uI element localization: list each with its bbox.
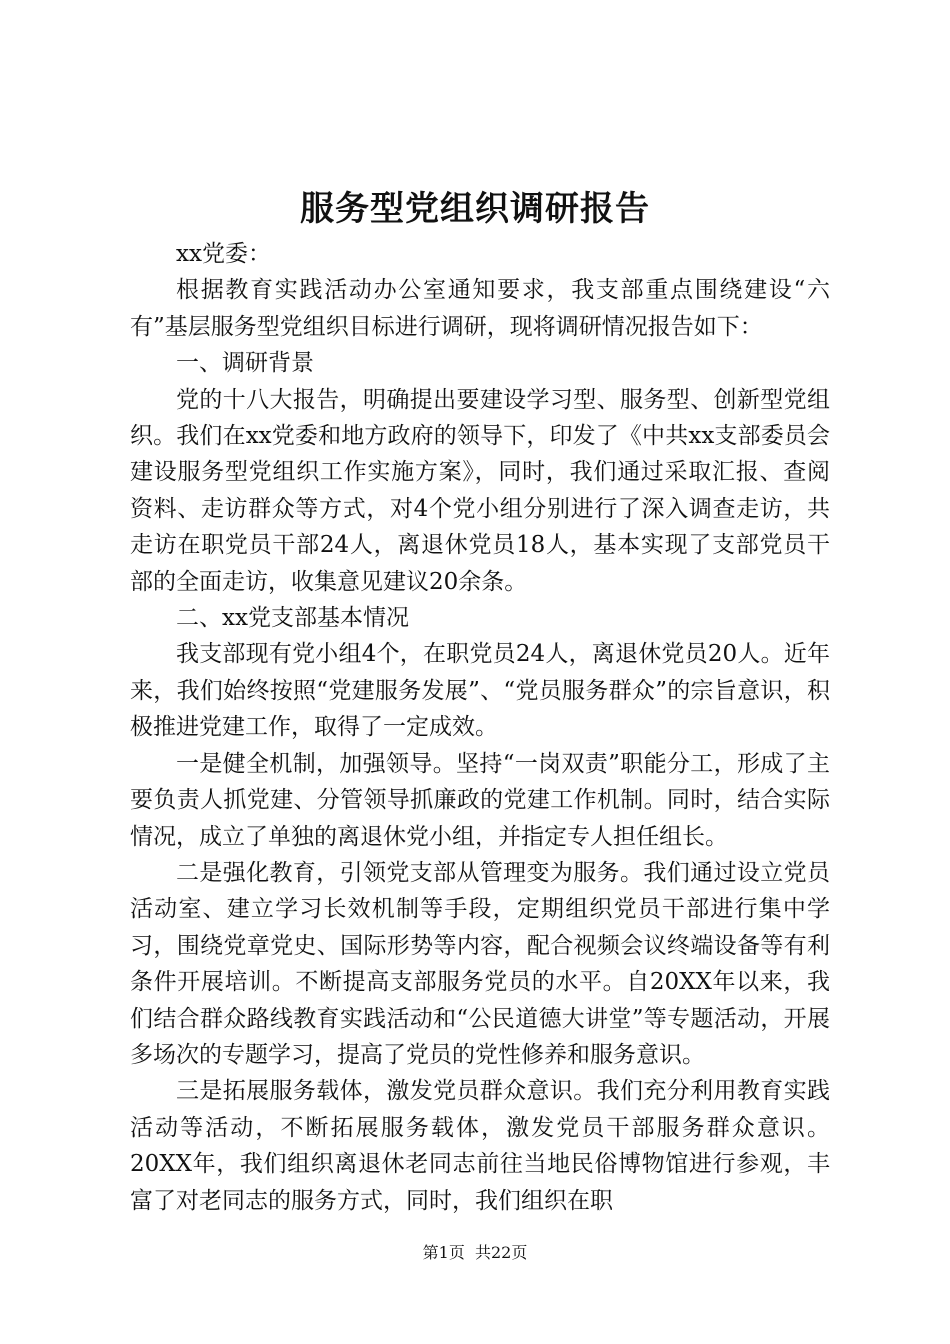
salutation: xx党委：: [176, 241, 271, 267]
intro-paragraph: 根据教育实践活动办公室通知要求，我支部重点围绕建设“六有”基层服务型党组织目标进行调研，现将调研情况报告如下：: [130, 277, 830, 340]
point-three-paragraph: 三是拓展服务载体，激发党员群众意识。我们充分利用教育实践活动等活动，不断拓展服务载体，激发党员干部服务群众意识。20XX年，我们组织离退休老同志前往当地民俗博物馆进行参观，丰富了对老同志的服务方式，同时，我们组织在职: [130, 1078, 830, 1214]
section-heading-basic-info: 二、xx党支部基本情况: [176, 605, 409, 632]
point-one-paragraph: 一是健全机制，加强领导。坚持“一岗双责”职能分工，形成了主要负责人抓党建、分管领导抓廉政的党建工作机制。同时，结合实际情况，成立了单独的离退休党小组，并指定专人担任组长。: [130, 750, 830, 850]
page-footer: [0, 1242, 950, 1264]
point-two-paragraph: 二是强化教育，引领党支部从管理变为服务。我们通过设立党员活动室、建立学习长效机制等手段，定期组织党员干部进行集中学习，围绕党章党史、国际形势等内容，配合视频会议终端设备等有利条件开展培训。不断提高支部服务党员的水平。自20XX年以来，我们结合群众路线教育实践活动和“公民道德大讲堂”等专题活动，开展多场次的专题学习，提高了党员的党性修养和服务意识。: [130, 859, 830, 1068]
section-heading-background: 一、调研背景: [176, 350, 314, 377]
page-number: 第1页 共22页: [422, 1243, 528, 1262]
page-title: 服务型党组织调研报告: [300, 189, 650, 229]
document-body: [130, 236, 830, 1219]
background-paragraph: 党的十八大报告，明确提出要建设学习型、服务型、创新型党组织。我们在xx党委和地方政府的领导下，印发了《中共xx支部委员会建设服务型党组织工作实施方案》，同时，我们通过采取汇报、查阅资料、走访群众等方式，对4个党小组分别进行了深入调查走访，共走访在职党员干部24人，离退休党员18人，基本实现了支部党员干部的全面走访，收集意见建议20余条。: [130, 386, 830, 595]
basic-info-paragraph: 我支部现有党小组4个，在职党员24人，离退休党员20人。近年来，我们始终按照“党建服务发展”、“党员服务群众”的宗旨意识，积极推进党建工作，取得了一定成效。: [130, 641, 830, 741]
